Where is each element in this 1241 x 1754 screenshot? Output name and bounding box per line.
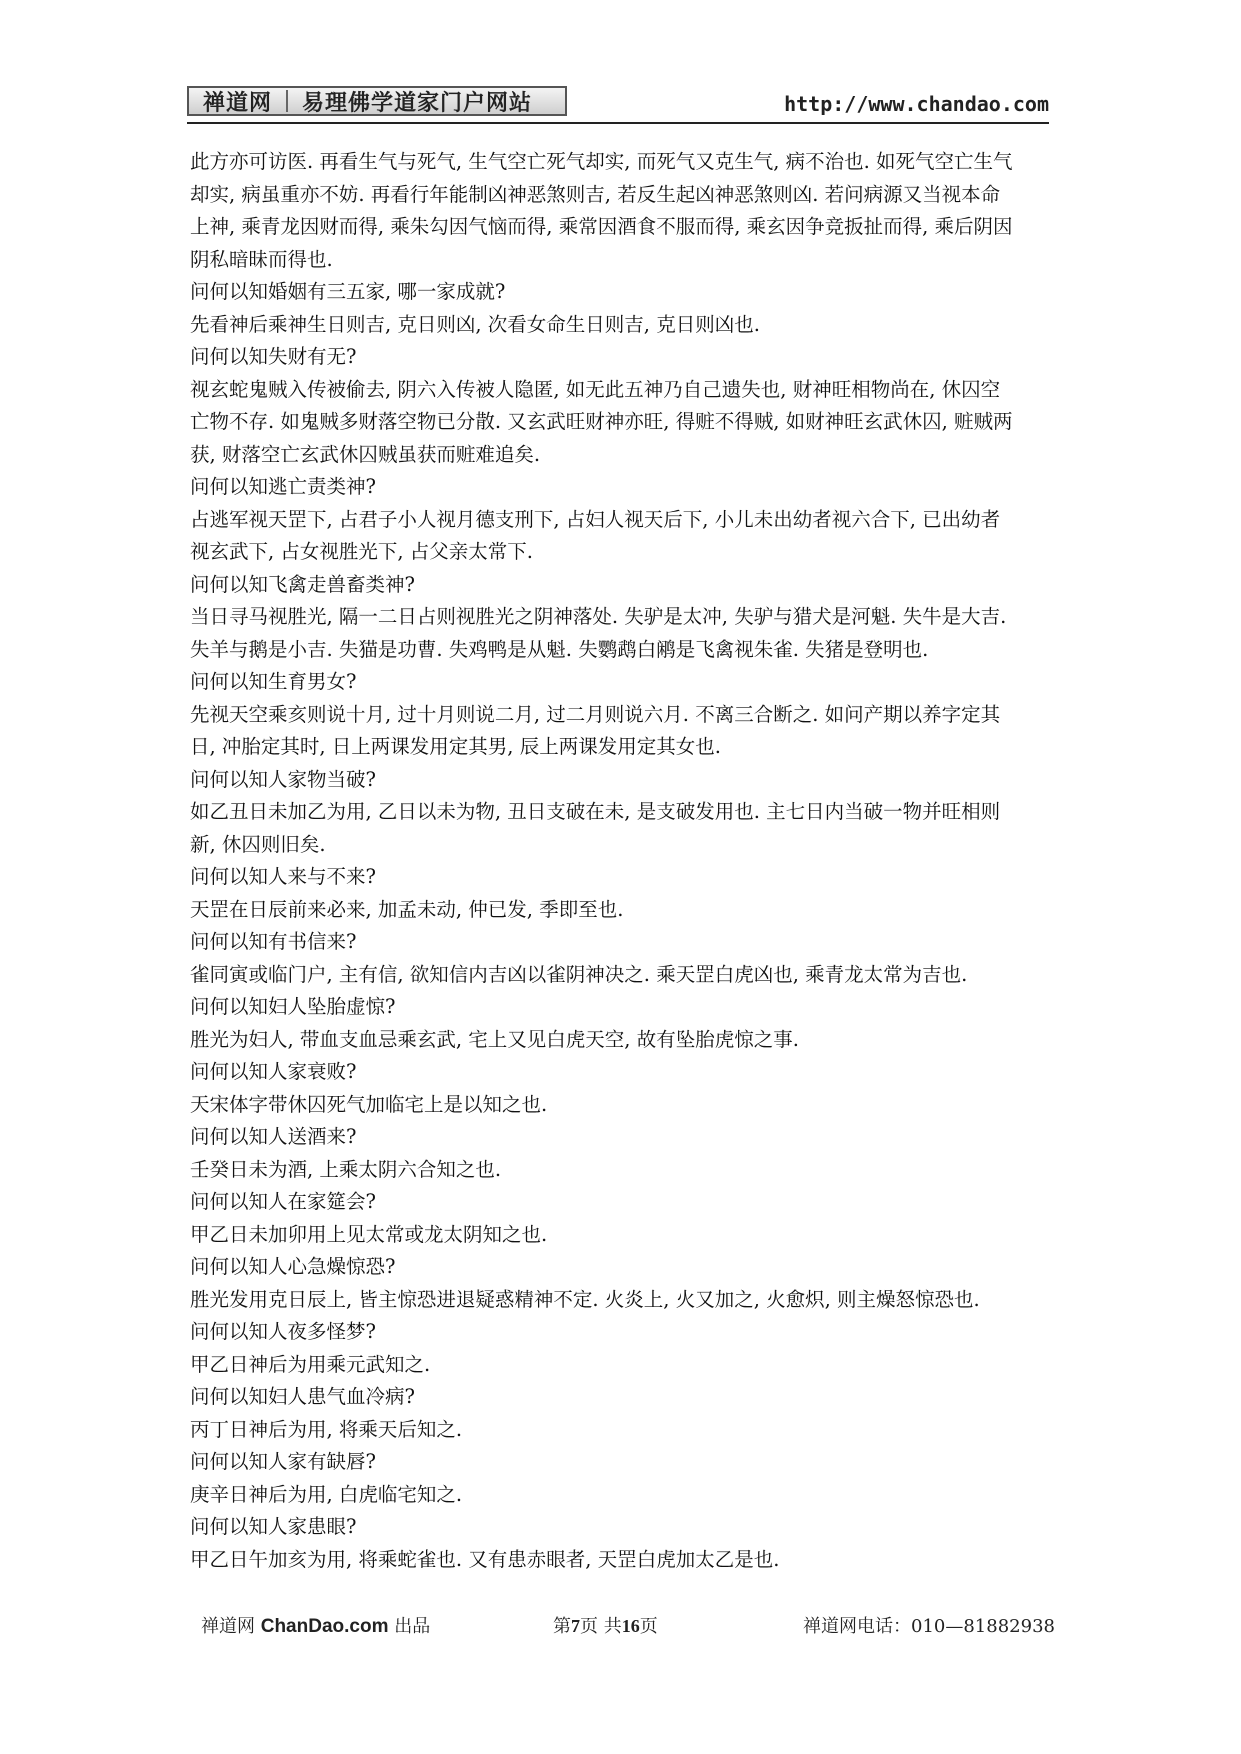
text-line: 胜光发用克日辰上, 皆主惊恐进退疑惑精神不定. 火炎上, 火又加之, 火愈炽, 则主燥怒惊恐也. <box>190 1287 980 1311</box>
text-line: 问何以知人在家筵会? <box>190 1190 376 1213</box>
text-line: 胜光为妇人, 带血支血忌乘玄武, 宅上又见白虎天空, 故有坠胎虎惊之事. <box>190 1027 799 1051</box>
document-body <box>190 146 1050 1576</box>
header-divider <box>187 122 1049 124</box>
text-line: 问何以知人家衰败? <box>190 1060 357 1083</box>
text-line: 视玄蛇鬼贼入传被偷去, 阴六入传被人隐匿, 如无此五神乃自己遗失也, 财神旺相物尚在, 休囚空 <box>190 377 1001 401</box>
text-line: 甲乙日未加卯用上见太常或龙太阴知之也. <box>190 1222 548 1246</box>
text-line: 甲乙日午加亥为用, 将乘蛇雀也. 又有患赤眼者, 天罡白虎加太乙是也. <box>190 1547 780 1571</box>
text-line: 却实, 病虽重亦不妨. 再看行年能制凶神恶煞则吉, 若反生起凶神恶煞则凶. 若问病源又当视本命 <box>190 182 1001 206</box>
text-line: 问何以知飞禽走兽畜类神? <box>190 572 415 596</box>
page-current: 7 <box>571 1616 580 1636</box>
site-logo-banner[interactable] <box>187 86 567 116</box>
page-prefix: 第 <box>553 1616 571 1637</box>
page-total: 16 <box>621 1616 640 1636</box>
text-line: 问何以知妇人患气血冷病? <box>190 1385 415 1408</box>
text-line: 亡物不存. 如鬼贼多财落空物已分散. 又玄武旺财神亦旺, 得赃不得贼, 如财神旺玄武休囚, 赃贼两 <box>190 410 1013 433</box>
text-line: 甲乙日神后为用乘元武知之. <box>190 1352 431 1376</box>
text-line: 问何以知人送酒来? <box>190 1125 357 1148</box>
text-line: 占逃军视天罡下, 占君子小人视月德支刑下, 占妇人视天后下, 小儿未出幼者视六合下, 已出幼者 <box>190 507 1001 531</box>
text-line: 问何以知人心急燥惊恐? <box>190 1255 396 1278</box>
text-line: 天罡在日辰前来必来, 加孟未动, 仲已发, 季即至也. <box>190 897 624 921</box>
text-line: 庚辛日神后为用, 白虎临宅知之. <box>190 1482 463 1506</box>
site-url-link[interactable]: http://www.chandao.com <box>784 92 1049 116</box>
footer-publish-label: 出品 <box>394 1616 431 1637</box>
footer-phone: 禅道网电话：010—81882938 <box>803 1616 1055 1637</box>
footer-brand: ChanDao.com <box>260 1616 389 1637</box>
text-line: 如乙丑日未加乙为用, 乙日以未为物, 丑日支破在未, 是支破发用也. 主七日内当破一物并旺相则 <box>190 800 1001 823</box>
text-line: 当日寻马视胜光, 隔一二日占则视胜光之阴神落处. 失驴是太冲, 失驴与猎犬是河魁. 失牛是大吉. <box>190 605 1007 628</box>
site-name: 禅道网 <box>203 90 273 116</box>
text-line: 问何以知失财有无? <box>190 345 357 368</box>
text-line: 问何以知人家物当破? <box>190 767 376 791</box>
text-line: 问何以知有书信来? <box>190 930 357 953</box>
text-line: 问何以知妇人坠胎虚惊? <box>190 995 396 1018</box>
text-line: 问何以知人家患眼? <box>190 1515 357 1538</box>
text-line: 雀同寅或临门户, 主有信, 欲知信内吉凶以雀阴神决之. 乘天罡白虎凶也, 乘青龙太常为吉也. <box>190 962 968 986</box>
text-line: 问何以知人夜多怪梦? <box>190 1320 376 1343</box>
text-line: 问何以知人家有缺唇? <box>190 1450 376 1473</box>
text-line: 上神, 乘青龙因财而得, 乘朱勾因气恼而得, 乘常因酒食不服而得, 乘玄因争竞扳扯而得, 乘后阴因 <box>190 215 1013 238</box>
footer-publisher <box>201 1612 430 1638</box>
text-line: 先视天空乘亥则说十月, 过十月则说二月, 过二月则说六月. 不离三合断之. 如问产期以养字定其 <box>190 702 1001 726</box>
text-line: 先看神后乘神生日则吉, 克日则凶, 次看女命生日则吉, 克日则凶也. <box>190 312 760 336</box>
site-tagline: 易理佛学道家门户网站 <box>302 90 533 116</box>
text-line: 问何以知婚姻有三五家, 哪一家成就? <box>190 280 506 303</box>
text-line: 失羊与鹅是小吉. 失猫是功曹. 失鸡鸭是从魁. 失鹦鹉白鹇是飞禽视朱雀. 失猪是登明也. <box>190 637 929 661</box>
text-line: 壬癸日未为酒, 上乘太阴六合知之也. <box>190 1157 502 1181</box>
page-header <box>187 86 1049 120</box>
text-line: 此方亦可访医. 再看生气与死气, 生气空亡死气却实, 而死气又克生气, 病不治也. 如死气空亡生气 <box>190 150 1013 173</box>
text-line: 问何以知逃亡责类神? <box>190 475 376 498</box>
text-line: 视玄武下, 占女视胜光下, 占父亲太常下. <box>190 540 533 563</box>
text-line: 天宋体字带休囚死气加临宅上是以知之也. <box>190 1092 548 1116</box>
text-line: 问何以知人来与不来? <box>190 865 376 888</box>
text-line: 丙丁日神后为用, 将乘天后知之. <box>190 1417 463 1441</box>
text-line: 获, 财落空亡玄武休囚贼虽获而赃难追矣. <box>190 442 541 466</box>
text-line: 阴私暗昧而得也. <box>190 247 333 271</box>
page-mid: 页 共 <box>580 1616 622 1637</box>
text-line: 问何以知生育男女? <box>190 670 357 693</box>
text-line: 日, 冲胎定其时, 日上两课发用定其男, 辰上两课发用定其女也. <box>190 735 721 758</box>
footer-site-name: 禅道网 <box>201 1616 255 1637</box>
page-suffix: 页 <box>639 1616 658 1637</box>
page-number <box>553 1612 658 1638</box>
text-line: 新, 休囚则旧矣. <box>190 832 326 856</box>
